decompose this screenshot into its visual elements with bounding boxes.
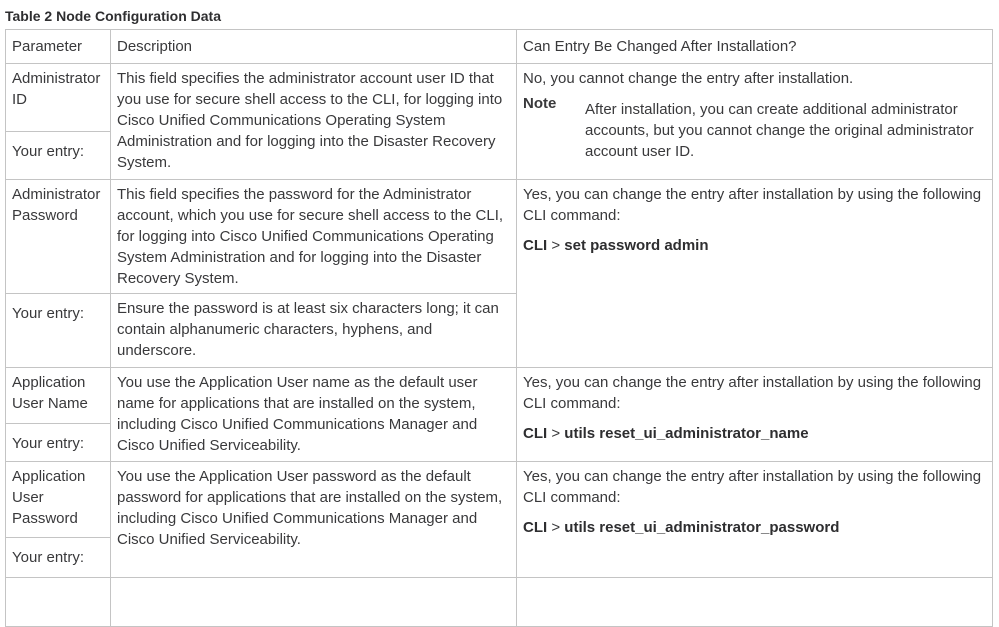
cli-command (523, 517, 986, 538)
table-row (6, 180, 993, 294)
cli-separator: > (551, 519, 561, 536)
header-parameter: Parameter (6, 30, 111, 64)
changeable-administrator-id (517, 64, 993, 180)
your-entry-label: Your entry: (6, 132, 111, 180)
table-caption: Table 2 Node Configuration Data (5, 8, 221, 24)
cli-command (523, 423, 986, 444)
changeable-text: Yes, you can change the entry after installation by using the following CLI command: (523, 374, 982, 412)
table-row-partial (6, 578, 993, 627)
description-administrator-password: This field specifies the password for the Administrator account, which you use for secure shell access to the CLI, for logging into Cisco Unified Communications Operating System Administration and for logging into the Disaster Recovery System. (111, 180, 517, 294)
changeable-administrator-password (517, 180, 993, 368)
entry-description-administrator-password: Ensure the password is at least six characters long; it can contain alphanumeric characters, hyphens, and underscore. (111, 294, 517, 368)
your-entry-label: Your entry: (6, 538, 111, 578)
table-row (6, 462, 993, 538)
cli-separator: > (551, 425, 561, 442)
note-label: Note (523, 95, 557, 112)
param-application-user-password: Application User Password (6, 462, 111, 538)
description-application-user-name: You use the Application User name as the default user name for applications that are installed on the system, including Cisco Unified Communications Manager and Cisco Unified Serviceability. (111, 368, 517, 462)
your-entry-label: Your entry: (6, 294, 111, 368)
cli-command-text: utils reset_ui_administrator_name (564, 425, 809, 442)
changeable-application-user-password (517, 462, 993, 578)
node-configuration-table (5, 29, 993, 627)
cli-separator: > (551, 237, 561, 254)
changeable-application-user-name (517, 368, 993, 462)
note-text: After installation, you can create additional administrator accounts, but you cannot change the original administrator account user ID. (585, 101, 974, 160)
header-changeable: Can Entry Be Changed After Installation? (517, 30, 993, 64)
changeable-text: Yes, you can change the entry after installation by using the following CLI command: (523, 468, 982, 506)
cli-prefix: CLI (523, 237, 548, 254)
cli-command-text: set password admin (564, 237, 709, 254)
partial-cell (517, 578, 993, 627)
header-description: Description (111, 30, 517, 64)
changeable-text: Yes, you can change the entry after installation by using the following CLI command: (523, 186, 982, 224)
partial-cell (111, 578, 517, 627)
description-administrator-id: This field specifies the administrator account user ID that you use for secure shell access to the CLI, for logging into Cisco Unified Communications Operating System Administration and for logging into the Disaster Recovery System. (111, 64, 517, 180)
changeable-text: No, you cannot change the entry after installation. (523, 70, 854, 87)
param-administrator-id: Administrator ID (6, 64, 111, 132)
table-row (6, 64, 993, 132)
your-entry-label: Your entry: (6, 424, 111, 462)
param-administrator-password: Administrator Password (6, 180, 111, 294)
table-header-row (6, 30, 993, 64)
description-application-user-password: You use the Application User password as the default password for applications that are installed on the system, including Cisco Unified Communications Manager and Cisco Unified Serviceability. (111, 462, 517, 578)
cli-prefix: CLI (523, 425, 548, 442)
cli-command-text: utils reset_ui_administrator_password (564, 519, 840, 536)
cli-command (523, 235, 986, 256)
table-row (6, 368, 993, 424)
partial-cell (6, 578, 111, 627)
note-block (523, 93, 986, 162)
cli-prefix: CLI (523, 519, 548, 536)
param-application-user-name: Application User Name (6, 368, 111, 424)
